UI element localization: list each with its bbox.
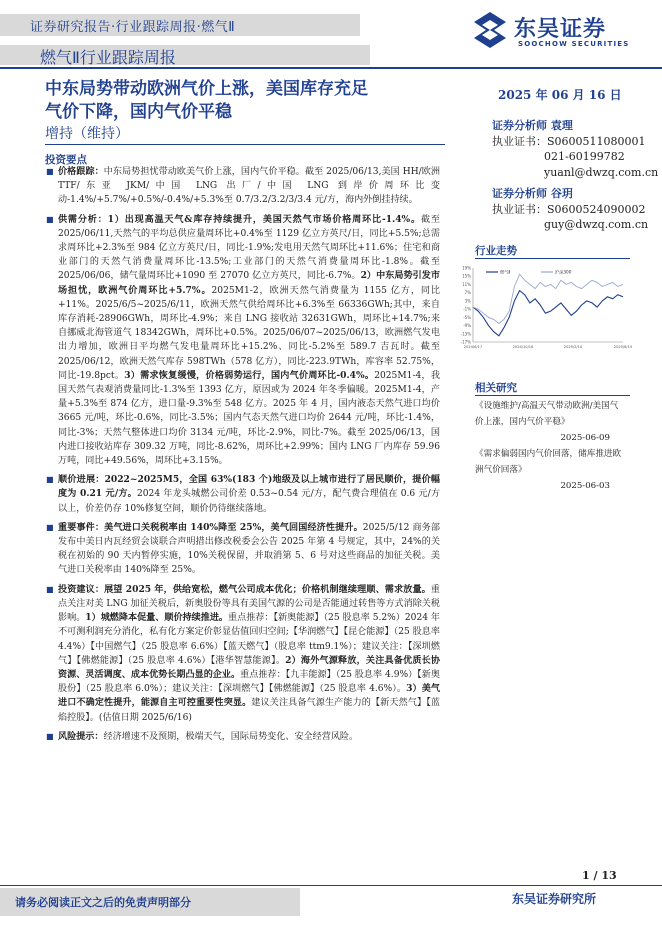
key-point-text: 重点推荐：【九丰能源】（25 股息率 4.9%）【新奥股份】（25 股息率 6.0%）；建议关注：【深圳燃气】【佛燃能源】（25 股息率 4.6%）。 bbox=[58, 669, 440, 695]
analyst-cert-row bbox=[492, 134, 662, 150]
soochow-logo-icon bbox=[470, 10, 510, 50]
analyst-email[interactable]: yuanl@dwzq.com.cn bbox=[544, 165, 659, 179]
related-divider bbox=[475, 395, 630, 396]
chart-series-line bbox=[473, 291, 623, 336]
key-point-text: 重点推荐：【新奥能源】（25 股息率 5.2%）2024 年不可测利润充分消化，私有化方案定价彰显估值回归空间;【华润燃气】【昆仑能源】（25 股息率 4.4%）【中国燃气】（25 股息率 6.6%）【蓝天燃气】（股息率 ttm9.1%）；建议关注：【深圳燃气】【佛燃能源】（25 股息率 4.6%）【港华智慧能源】。 bbox=[58, 613, 441, 666]
footer-divider bbox=[0, 885, 662, 886]
key-point-risk bbox=[58, 730, 440, 744]
key-point-text: 中东局势担忧带动欧美气价上涨，国内气价平稳。截至 2025/06/13,美国 HH/欧洲 TTF/东亚 JKM/中国 LNG 出厂/中国 LNG 到岸价周环比变动-1.4%/+5.7%/+0.5%/-0.4%/+5.3%至 0.7/3.2/3.2/3/3.4 元/方，海内外倒挂持续。 bbox=[58, 167, 440, 206]
chart-y-tick-label: 3% bbox=[464, 298, 471, 304]
analyst-block bbox=[492, 118, 662, 233]
cert-label: 执业证书： bbox=[492, 134, 547, 148]
key-point-text: 2024 年龙头城燃公司价差 0.53~0.54 元/方，配气费合理值在 0.6 元/方以上，价差仍存 10%修复空间，顺价仍待继续落地。 bbox=[58, 489, 440, 514]
key-point-lead: 2）海外气源释放，关注具备优质长协资源、灵活调度、成本优势长期凸显的企业。 bbox=[58, 654, 440, 680]
chart-y-tick-label: -13% bbox=[460, 331, 471, 337]
cert-number: S0600524090002 bbox=[547, 202, 646, 216]
key-point-lead: 重要事件：美气进口关税税率由 140%降至 25%，美气回国经济性提升。 bbox=[58, 521, 363, 533]
key-point-price bbox=[58, 165, 440, 208]
key-point-text: 经济增速不及预期，极端天气，国际局势变化、安全经营风险。 bbox=[103, 731, 359, 742]
chart-x-tick-label: 2024/6/17 bbox=[463, 345, 483, 349]
industry-trend-chart bbox=[448, 260, 633, 360]
chart-legend-label: 沪深300 bbox=[555, 269, 572, 275]
key-point-text: 截至 2025/06/11,天然气的平均总供应量周环比+0.4%至 1129 亿立方英尺/日，同比+5.5%;总需求周环比+2.3%至 984 亿立方英尺/日，同比-1.9%;发电用天然气周环比+11.6%；住宅和商业部门的天然气消费量周环比-13.5%;工业部门的天然气消费量周环比-1.8%。截至 2025/06/06，储气量周环比+1090 至 27070 亿立方英尺，同比-6.7%。 bbox=[58, 214, 440, 282]
chart-y-tick-label: -5% bbox=[463, 314, 471, 320]
key-point-text: 重点关注对美 LNG 加征关税后，新奥股份等具有美国气源的公司是否能通过转售等方式消除关税影响。 bbox=[58, 584, 440, 624]
related-list bbox=[475, 398, 625, 494]
chart-series-line bbox=[473, 274, 623, 323]
key-point-lead: 3）美气进口不确定性提升，能源自主可控重要性突显。 bbox=[58, 683, 440, 709]
chart-x-tick-label: 2024/10/16 bbox=[512, 345, 534, 349]
key-point-pricing-progress bbox=[58, 473, 440, 516]
related-title: 相关研究 bbox=[475, 382, 517, 394]
related-item-date: 2025-06-09 bbox=[560, 433, 610, 443]
cert-label: 执业证书： bbox=[492, 202, 547, 216]
chart-y-tick-label: 11% bbox=[462, 281, 471, 287]
chart-y-tick-label: -17% bbox=[460, 339, 471, 345]
trend-divider bbox=[475, 258, 630, 259]
cert-number: S0600511080001 bbox=[547, 134, 646, 148]
trend-title: 行业走势 bbox=[475, 245, 517, 257]
chart-y-tick-label: -9% bbox=[463, 323, 471, 329]
key-point-text: 2025M1-4，我国天然气表观消费量同比-1.3%至 1393 亿方，原因或为 2024 年冬季偏暖。2025M1-4，产量+5.3%至 874 亿方，进口量-9.3%至 548 亿方。2025 年 4 月，国内液态天然气进口均价 3665 元/吨，环比-0.6%，同比-3.5%；国内气态天然气进口均价 2644 元/吨，环比-1.4%，同比-3%；天然气整体进口均价 3134 元/吨，环比-2.9%，同比-7%。截至 2025/06/13，国内进口接收站库存 309.32 万吨，同比-8.62%，周环比+2.99%；国内 LNG 厂内库存 59.96 万吨，同比+49.56%，周环比+3.15%。 bbox=[58, 370, 440, 467]
key-point-lead: 投资建议：展望 2025 年，供给宽松，燃气公司成本优化；价格机制继续理顺、需求放量。 bbox=[58, 583, 431, 595]
disclaimer: 请务必阅读正文之后的免责声明部分 bbox=[15, 896, 191, 909]
key-point-supply-demand bbox=[58, 213, 440, 469]
related-item-title[interactable]: 《设施维护/高温天气带动欧洲/美国气价上涨，国内气价平稳》 bbox=[475, 401, 619, 427]
chart-y-tick-label: 15% bbox=[462, 273, 471, 279]
chart-x-tick-label: 2025/6/15 bbox=[613, 345, 633, 349]
chart-y-tick-label: 19% bbox=[462, 265, 471, 271]
key-points-title: 投资要点 bbox=[45, 154, 87, 166]
chart-legend-label: 燃气Ⅱ bbox=[500, 269, 511, 275]
breadcrumb: 证券研究报告·行业跟踪周报·燃气Ⅱ bbox=[30, 20, 236, 35]
key-point-investment bbox=[58, 583, 440, 725]
key-point-lead: 供需分析：1）出现高温天气&库存持续提升，美国天然气市场价格周环比-1.4%。 bbox=[58, 213, 421, 225]
key-point-lead: 风险提示： bbox=[58, 730, 104, 742]
headline-line-2: 气价下降，国内气价平稳 bbox=[45, 102, 232, 122]
chart-y-tick-label: 7% bbox=[464, 290, 471, 296]
page-number: 1 / 13 bbox=[582, 869, 617, 882]
related-item-date: 2025-06-03 bbox=[560, 481, 610, 491]
related-item-title[interactable]: 《需求偏弱国内气价回落，储库推进欧洲气价回落》 bbox=[475, 449, 622, 475]
key-point-lead: 价格跟踪： bbox=[58, 166, 104, 177]
analyst-role: 证券分析师 袁理 bbox=[492, 119, 573, 132]
logo-text-en: SOOCHOW SECURITIES bbox=[518, 40, 630, 48]
key-point-lead: 顺价进展：2022~2025M5，全国 63%(183 个)地级及以上城市进行了居民顺价，提价幅度为 0.21 元/方。 bbox=[58, 474, 440, 500]
logo-text: 东吴证券 bbox=[514, 17, 607, 42]
report-date: 2025 年 06 月 16 日 bbox=[498, 88, 622, 102]
key-point-text: 2025M1-2，欧洲天然气消费量为 1155 亿方，同比+11%。2025/6/5~2025/6/11，欧洲天然气供给周环比+6.3%至 66336GWh;其中，来自库存消耗-28906GWh，周环比-4.9%；来自 LNG 接收站 32631GWh，周环比+14.7%;来自挪威北海管道气 18342GWh，周环比+0.5%。2025/06/07~2025/06/13，欧洲燃气发电出力增加，欧洲日平均燃气发电量周环比+15.2%、同比-5.2%至 589.7 吉瓦时。截至 2025/06/12，欧洲天然气库存 598TWh（578 亿方），同比-223.9TWh，库容率 52.75%，同比-19.8pct。 bbox=[58, 285, 440, 381]
analyst-email[interactable]: guy@dwzq.com.cn bbox=[544, 218, 649, 231]
rating-label: 增持（维持） bbox=[45, 126, 129, 142]
section-title: 燃气Ⅱ行业跟踪周报 bbox=[40, 48, 176, 67]
analyst-phone: 021-60199782 bbox=[544, 150, 625, 163]
headline-line-1: 中东局势带动欧洲气价上涨，美国库存充足 bbox=[45, 79, 368, 99]
key-point-text: 建议关注具备气源生产能力的【新天然气】【蓝焰控股】。(估值日期 2025/6/16) bbox=[58, 698, 440, 723]
key-point-lead: 2）中东局势引发市场担忧，欧洲气价周环比+5.7%。 bbox=[58, 270, 441, 296]
key-point-lead: 1）城燃降本促量、顺价持续推进。 bbox=[85, 612, 229, 624]
rating-divider bbox=[45, 144, 445, 145]
chart-x-tick-label: 2025/2/14 bbox=[563, 345, 583, 349]
key-point-text: 2025/5/12 商务部发布中美日内瓦经贸会谈联合声明措出修改税委会公告 2025 年第 4 号规定，其中，24%的关税在初始的 90 天内暂停实施，10%关税保留，并取消第 5、6 号对这些商品的加征关税。美气进口关税率由 140%降至 25%。 bbox=[58, 522, 440, 576]
analyst-role: 证券分析师 谷玥 bbox=[492, 187, 573, 200]
key-point-events bbox=[58, 521, 440, 578]
chart-y-tick-label: -1% bbox=[463, 306, 471, 312]
analyst-cert-row bbox=[492, 202, 662, 218]
header-divider bbox=[0, 67, 662, 69]
report-headline bbox=[45, 78, 465, 124]
key-point-lead: 3）需求恢复缓慢，价格弱势运行，国内气价周环比-0.4%。 bbox=[124, 369, 375, 381]
footer-org: 东吴证券研究所 bbox=[512, 892, 597, 906]
key-points-body bbox=[58, 165, 440, 749]
